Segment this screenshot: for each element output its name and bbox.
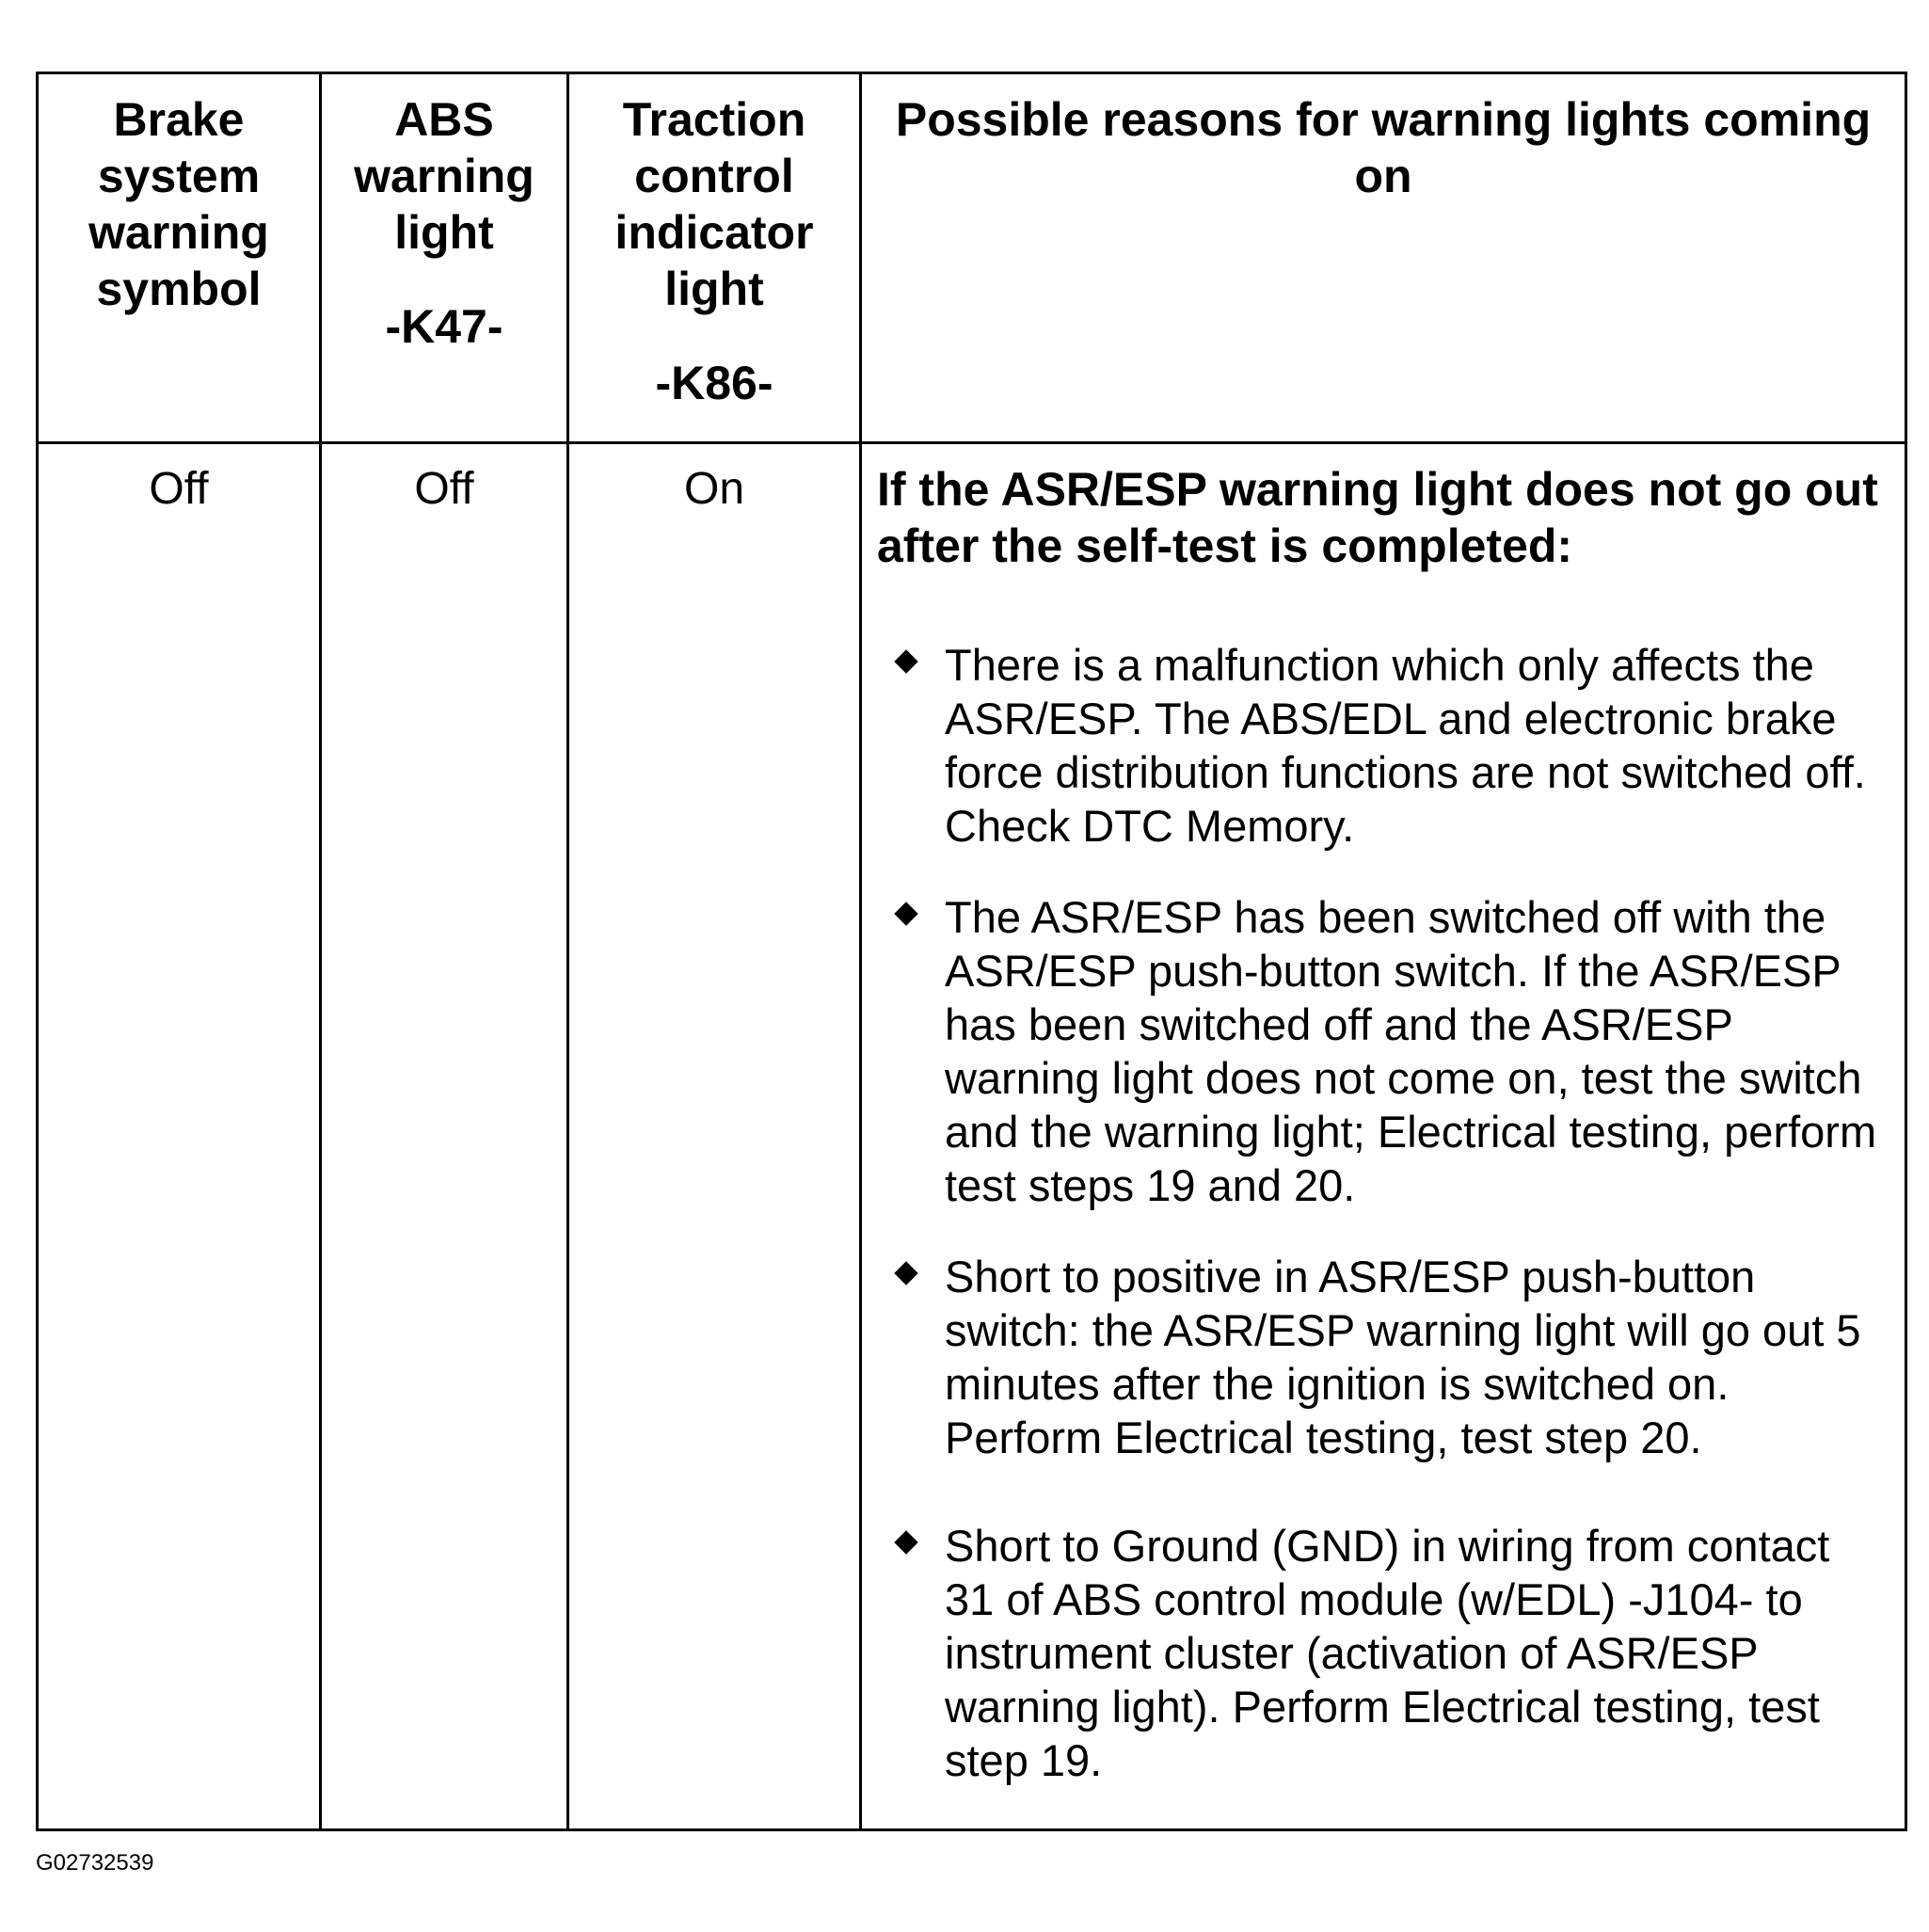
header-label: ABS warning light [354, 93, 534, 259]
header-traction-control-indicator-light [568, 73, 861, 443]
header-code: -K47- [385, 300, 503, 353]
header-code: -K86- [655, 357, 773, 409]
abs-light-state: Off [321, 443, 568, 1830]
list-item [877, 890, 1886, 1212]
reason-text: Short to Ground (GND) in wiring from contact 31 of ABS control module (w/EDL) -J104- to instrument cluster (activation of ASR/ESP warning light). Perform Electrical testing, test step 19. [945, 1521, 1830, 1785]
list-item [877, 1250, 1886, 1464]
list-item [877, 638, 1886, 853]
diamond-bullet-icon [894, 1530, 917, 1554]
header-abs-warning-light [321, 73, 568, 443]
header-label: Traction control indicator light [614, 93, 814, 315]
traction-light-state: On [568, 443, 861, 1830]
table-header-row [38, 73, 1906, 443]
header-label: Possible reasons for warning lights coming on [895, 93, 1872, 202]
header-possible-reasons [861, 73, 1906, 443]
reasons-list [877, 638, 1886, 1787]
reason-text: There is a malfunction which only affects the ASR/ESP. The ABS/EDL and electronic brake force distribution functions are not switched off. Check DTC Memory. [945, 640, 1866, 851]
header-label: Brake system warning symbol [88, 93, 269, 315]
reasons-lead: If the ASR/ESP warning light does not go out after the self-test is completed: [877, 463, 1878, 572]
warning-light-table-frame [36, 72, 1905, 1831]
header-brake-system-warning-symbol [38, 73, 321, 443]
diamond-bullet-icon [894, 649, 917, 673]
list-item [877, 1519, 1886, 1787]
table-row [38, 443, 1906, 1830]
diamond-bullet-icon [894, 1261, 917, 1285]
reason-text: The ASR/ESP has been switched off with the ASR/ESP push-button switch. If the ASR/ESP has been switched off and the ASR/ESP warning light does not come on, test the switch and the warning light; Electrical testing, perform test steps 19 and 20. [945, 892, 1877, 1210]
diamond-bullet-icon [894, 902, 917, 925]
brake-symbol-state: Off [38, 443, 321, 1830]
warning-light-table [36, 72, 1907, 1831]
figure-id: G02732539 [36, 1850, 154, 1876]
reasons-cell [861, 443, 1906, 1830]
reason-text: Short to positive in ASR/ESP push-button switch: the ASR/ESP warning light will go out 5 minutes after the ignition is switched on. Perform Electrical testing, test step 20. [945, 1252, 1861, 1462]
